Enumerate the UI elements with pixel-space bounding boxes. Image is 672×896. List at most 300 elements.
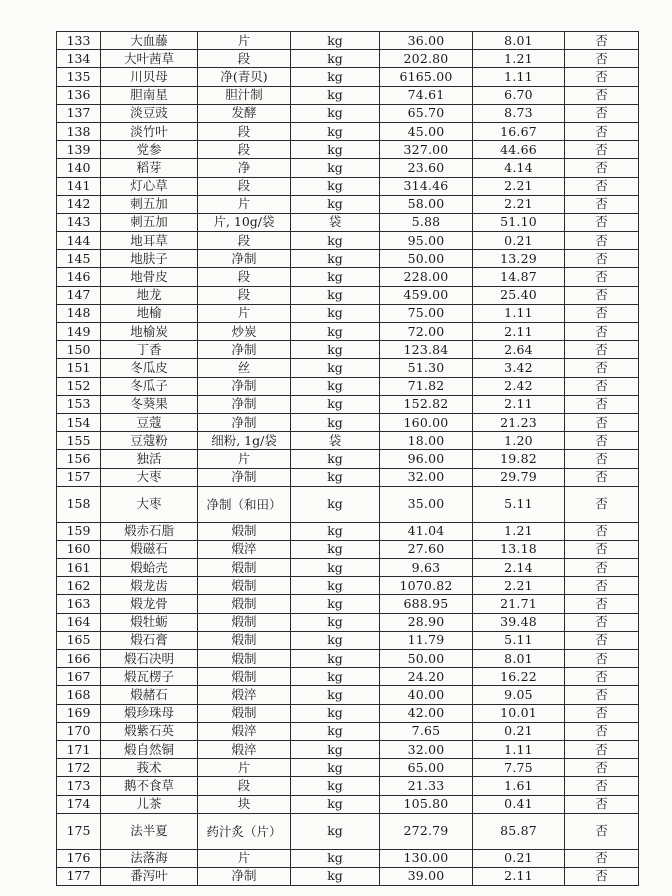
cell-spec: 净制 <box>198 468 291 486</box>
cell-qty: 202.80 <box>380 50 473 68</box>
cell-price: 0.41 <box>473 795 565 813</box>
cell-flag: 否 <box>565 686 639 704</box>
cell-flag: 否 <box>565 323 639 341</box>
cell-name: 法半夏 <box>101 813 198 849</box>
table-row <box>57 195 639 213</box>
cell-qty: 6165.00 <box>380 68 473 86</box>
cell-qty: 152.82 <box>380 395 473 413</box>
cell-unit: kg <box>291 50 380 68</box>
cell-price: 13.29 <box>473 250 565 268</box>
cell-spec: 煅制 <box>198 631 291 649</box>
cell-flag: 否 <box>565 867 639 885</box>
cell-price: 29.79 <box>473 468 565 486</box>
cell-price: 1.11 <box>473 68 565 86</box>
cell-index: 173 <box>57 777 101 795</box>
cell-spec: 净(青贝) <box>198 68 291 86</box>
cell-name: 煅瓦楞子 <box>101 668 198 686</box>
cell-qty: 74.61 <box>380 86 473 104</box>
cell-unit: kg <box>291 395 380 413</box>
cell-flag: 否 <box>565 432 639 450</box>
cell-qty: 71.82 <box>380 377 473 395</box>
cell-spec: 胆汁制 <box>198 86 291 104</box>
cell-price: 7.75 <box>473 759 565 777</box>
cell-spec: 片 <box>198 759 291 777</box>
cell-unit: kg <box>291 704 380 722</box>
cell-price: 3.42 <box>473 359 565 377</box>
cell-price: 21.23 <box>473 413 565 431</box>
cell-spec: 片 <box>198 849 291 867</box>
cell-unit: kg <box>291 540 380 558</box>
table-row <box>57 177 639 195</box>
cell-name: 地骨皮 <box>101 268 198 286</box>
table-row <box>57 631 639 649</box>
cell-qty: 11.79 <box>380 631 473 649</box>
cell-unit: kg <box>291 468 380 486</box>
cell-qty: 32.00 <box>380 468 473 486</box>
table-row <box>57 613 639 631</box>
cell-index: 160 <box>57 540 101 558</box>
cell-name: 煅石膏 <box>101 631 198 649</box>
cell-price: 8.73 <box>473 104 565 122</box>
cell-spec: 段 <box>198 122 291 140</box>
cell-name: 煅珍珠母 <box>101 704 198 722</box>
cell-price: 9.05 <box>473 686 565 704</box>
table-row <box>57 122 639 140</box>
table-row <box>57 413 639 431</box>
cell-unit: kg <box>291 595 380 613</box>
cell-name: 煅赭石 <box>101 686 198 704</box>
cell-unit: kg <box>291 286 380 304</box>
cell-qty: 27.60 <box>380 540 473 558</box>
cell-unit: kg <box>291 86 380 104</box>
cell-price: 1.21 <box>473 50 565 68</box>
cell-flag: 否 <box>565 740 639 758</box>
table-row <box>57 377 639 395</box>
cell-qty: 1070.82 <box>380 577 473 595</box>
cell-unit: kg <box>291 795 380 813</box>
cell-name: 独活 <box>101 450 198 468</box>
cell-name: 地肤子 <box>101 250 198 268</box>
cell-unit: kg <box>291 68 380 86</box>
cell-unit: kg <box>291 849 380 867</box>
cell-spec: 片 <box>198 450 291 468</box>
cell-price: 1.21 <box>473 522 565 540</box>
table-row <box>57 650 639 668</box>
table-row <box>57 341 639 359</box>
cell-unit: kg <box>291 777 380 795</box>
cell-flag: 否 <box>565 213 639 231</box>
cell-flag: 否 <box>565 795 639 813</box>
cell-index: 170 <box>57 722 101 740</box>
cell-price: 4.14 <box>473 159 565 177</box>
cell-flag: 否 <box>565 613 639 631</box>
table-row <box>57 668 639 686</box>
cell-index: 168 <box>57 686 101 704</box>
cell-index: 172 <box>57 759 101 777</box>
table-row <box>57 540 639 558</box>
cell-flag: 否 <box>565 395 639 413</box>
cell-name: 淡竹叶 <box>101 122 198 140</box>
cell-price: 2.11 <box>473 323 565 341</box>
cell-name: 鹅不食草 <box>101 777 198 795</box>
cell-name: 丁香 <box>101 341 198 359</box>
cell-unit: kg <box>291 559 380 577</box>
cell-flag: 否 <box>565 104 639 122</box>
cell-name: 灯心草 <box>101 177 198 195</box>
cell-name: 番泻叶 <box>101 867 198 885</box>
cell-spec: 煅制 <box>198 668 291 686</box>
cell-name: 大枣 <box>101 468 198 486</box>
cell-flag: 否 <box>565 413 639 431</box>
cell-unit: kg <box>291 686 380 704</box>
cell-spec: 净制 <box>198 867 291 885</box>
table-row <box>57 795 639 813</box>
cell-spec: 段 <box>198 50 291 68</box>
cell-name: 法落海 <box>101 849 198 867</box>
cell-price: 5.11 <box>473 486 565 522</box>
cell-unit: kg <box>291 650 380 668</box>
cell-qty: 160.00 <box>380 413 473 431</box>
cell-qty: 105.80 <box>380 795 473 813</box>
table-row <box>57 213 639 231</box>
cell-price: 2.11 <box>473 395 565 413</box>
cell-flag: 否 <box>565 722 639 740</box>
cell-qty: 35.00 <box>380 486 473 522</box>
cell-unit: kg <box>291 722 380 740</box>
cell-spec: 段 <box>198 232 291 250</box>
cell-spec: 净制 <box>198 250 291 268</box>
cell-flag: 否 <box>565 377 639 395</box>
cell-flag: 否 <box>565 486 639 522</box>
cell-index: 151 <box>57 359 101 377</box>
cell-flag: 否 <box>565 468 639 486</box>
cell-price: 2.42 <box>473 377 565 395</box>
cell-qty: 32.00 <box>380 740 473 758</box>
table-row <box>57 286 639 304</box>
cell-qty: 24.20 <box>380 668 473 686</box>
cell-unit: 袋 <box>291 213 380 231</box>
cell-index: 141 <box>57 177 101 195</box>
cell-flag: 否 <box>565 450 639 468</box>
table-row <box>57 432 639 450</box>
document-page <box>56 31 638 886</box>
cell-index: 148 <box>57 304 101 322</box>
cell-name: 煅紫石英 <box>101 722 198 740</box>
cell-name: 刺五加 <box>101 195 198 213</box>
cell-spec: 净制 <box>198 341 291 359</box>
table-row <box>57 777 639 795</box>
cell-flag: 否 <box>565 32 639 50</box>
cell-name: 地榆炭 <box>101 323 198 341</box>
cell-spec: 净 <box>198 159 291 177</box>
cell-index: 176 <box>57 849 101 867</box>
cell-qty: 7.65 <box>380 722 473 740</box>
cell-qty: 688.95 <box>380 595 473 613</box>
cell-name: 大血藤 <box>101 32 198 50</box>
table-row <box>57 486 639 522</box>
cell-name: 豆蔻粉 <box>101 432 198 450</box>
cell-spec: 片 <box>198 304 291 322</box>
cell-flag: 否 <box>565 232 639 250</box>
cell-name: 刺五加 <box>101 213 198 231</box>
cell-name: 淡豆豉 <box>101 104 198 122</box>
cell-index: 166 <box>57 650 101 668</box>
cell-qty: 459.00 <box>380 286 473 304</box>
table-row <box>57 159 639 177</box>
cell-qty: 36.00 <box>380 32 473 50</box>
cell-index: 133 <box>57 32 101 50</box>
cell-qty: 327.00 <box>380 141 473 159</box>
table-row <box>57 250 639 268</box>
cell-price: 2.21 <box>473 577 565 595</box>
cell-price: 39.48 <box>473 613 565 631</box>
cell-spec: 片 <box>198 195 291 213</box>
table-row <box>57 522 639 540</box>
cell-index: 137 <box>57 104 101 122</box>
table-row <box>57 86 639 104</box>
cell-price: 25.40 <box>473 286 565 304</box>
cell-index: 144 <box>57 232 101 250</box>
cell-name: 煅磁石 <box>101 540 198 558</box>
cell-unit: kg <box>291 122 380 140</box>
cell-unit: kg <box>291 668 380 686</box>
cell-qty: 65.70 <box>380 104 473 122</box>
cell-index: 155 <box>57 432 101 450</box>
cell-unit: kg <box>291 450 380 468</box>
cell-qty: 96.00 <box>380 450 473 468</box>
cell-spec: 块 <box>198 795 291 813</box>
cell-price: 1.61 <box>473 777 565 795</box>
table-row <box>57 559 639 577</box>
cell-flag: 否 <box>565 159 639 177</box>
cell-unit: kg <box>291 141 380 159</box>
cell-flag: 否 <box>565 849 639 867</box>
table-row <box>57 740 639 758</box>
cell-price: 10.01 <box>473 704 565 722</box>
cell-index: 162 <box>57 577 101 595</box>
cell-qty: 72.00 <box>380 323 473 341</box>
cell-unit: kg <box>291 323 380 341</box>
cell-unit: kg <box>291 195 380 213</box>
cell-unit: kg <box>291 304 380 322</box>
cell-spec: 丝 <box>198 359 291 377</box>
cell-index: 147 <box>57 286 101 304</box>
table-row <box>57 468 639 486</box>
cell-unit: kg <box>291 759 380 777</box>
cell-index: 153 <box>57 395 101 413</box>
cell-unit: kg <box>291 377 380 395</box>
cell-spec: 煅制 <box>198 595 291 613</box>
cell-qty: 51.30 <box>380 359 473 377</box>
cell-flag: 否 <box>565 777 639 795</box>
cell-price: 0.21 <box>473 849 565 867</box>
cell-flag: 否 <box>565 759 639 777</box>
table-row <box>57 450 639 468</box>
table-row <box>57 704 639 722</box>
cell-price: 16.67 <box>473 122 565 140</box>
cell-index: 171 <box>57 740 101 758</box>
herb-price-table <box>56 31 639 886</box>
cell-flag: 否 <box>565 250 639 268</box>
cell-index: 174 <box>57 795 101 813</box>
cell-flag: 否 <box>565 122 639 140</box>
cell-unit: kg <box>291 631 380 649</box>
cell-qty: 5.88 <box>380 213 473 231</box>
cell-name: 莪术 <box>101 759 198 777</box>
cell-unit: kg <box>291 813 380 849</box>
table-row <box>57 304 639 322</box>
cell-index: 156 <box>57 450 101 468</box>
table-row <box>57 595 639 613</box>
cell-index: 169 <box>57 704 101 722</box>
cell-spec: 段 <box>198 141 291 159</box>
cell-unit: kg <box>291 522 380 540</box>
cell-flag: 否 <box>565 286 639 304</box>
cell-spec: 细粉, 1g/袋 <box>198 432 291 450</box>
cell-qty: 45.00 <box>380 122 473 140</box>
cell-unit: kg <box>291 413 380 431</box>
cell-qty: 39.00 <box>380 867 473 885</box>
cell-index: 164 <box>57 613 101 631</box>
cell-qty: 41.04 <box>380 522 473 540</box>
cell-price: 1.11 <box>473 740 565 758</box>
cell-qty: 228.00 <box>380 268 473 286</box>
cell-price: 8.01 <box>473 650 565 668</box>
cell-spec: 段 <box>198 177 291 195</box>
table-row <box>57 268 639 286</box>
cell-flag: 否 <box>565 631 639 649</box>
cell-price: 2.21 <box>473 195 565 213</box>
cell-spec: 段 <box>198 777 291 795</box>
cell-qty: 23.60 <box>380 159 473 177</box>
cell-price: 16.22 <box>473 668 565 686</box>
cell-index: 159 <box>57 522 101 540</box>
cell-price: 1.11 <box>473 304 565 322</box>
cell-spec: 煅制 <box>198 522 291 540</box>
cell-flag: 否 <box>565 86 639 104</box>
cell-name: 儿茶 <box>101 795 198 813</box>
cell-flag: 否 <box>565 141 639 159</box>
cell-qty: 75.00 <box>380 304 473 322</box>
table-row <box>57 232 639 250</box>
cell-name: 川贝母 <box>101 68 198 86</box>
cell-qty: 50.00 <box>380 650 473 668</box>
cell-unit: kg <box>291 268 380 286</box>
table-row <box>57 395 639 413</box>
table-row <box>57 50 639 68</box>
cell-index: 167 <box>57 668 101 686</box>
cell-flag: 否 <box>565 704 639 722</box>
cell-flag: 否 <box>565 595 639 613</box>
cell-qty: 50.00 <box>380 250 473 268</box>
cell-price: 2.21 <box>473 177 565 195</box>
cell-price: 44.66 <box>473 141 565 159</box>
cell-spec: 煅制 <box>198 704 291 722</box>
cell-qty: 95.00 <box>380 232 473 250</box>
cell-qty: 21.33 <box>380 777 473 795</box>
cell-price: 2.14 <box>473 559 565 577</box>
cell-name: 煅龙骨 <box>101 595 198 613</box>
cell-spec: 煅淬 <box>198 540 291 558</box>
cell-flag: 否 <box>565 359 639 377</box>
cell-index: 165 <box>57 631 101 649</box>
cell-price: 5.11 <box>473 631 565 649</box>
cell-name: 胆南星 <box>101 86 198 104</box>
table-row <box>57 849 639 867</box>
cell-index: 150 <box>57 341 101 359</box>
cell-index: 145 <box>57 250 101 268</box>
cell-qty: 18.00 <box>380 432 473 450</box>
cell-unit: kg <box>291 104 380 122</box>
cell-flag: 否 <box>565 813 639 849</box>
cell-name: 煅石决明 <box>101 650 198 668</box>
cell-qty: 272.79 <box>380 813 473 849</box>
cell-name: 煅牡蛎 <box>101 613 198 631</box>
cell-flag: 否 <box>565 268 639 286</box>
cell-spec: 煅淬 <box>198 740 291 758</box>
cell-flag: 否 <box>565 522 639 540</box>
cell-flag: 否 <box>565 577 639 595</box>
cell-index: 146 <box>57 268 101 286</box>
cell-name: 地耳草 <box>101 232 198 250</box>
cell-name: 冬葵果 <box>101 395 198 413</box>
table-row <box>57 359 639 377</box>
cell-index: 157 <box>57 468 101 486</box>
cell-index: 177 <box>57 867 101 885</box>
cell-name: 冬瓜子 <box>101 377 198 395</box>
cell-qty: 65.00 <box>380 759 473 777</box>
cell-name: 大枣 <box>101 486 198 522</box>
cell-spec: 段 <box>198 286 291 304</box>
cell-spec: 炒炭 <box>198 323 291 341</box>
table-row <box>57 686 639 704</box>
cell-qty: 130.00 <box>380 849 473 867</box>
cell-name: 煅蛤壳 <box>101 559 198 577</box>
cell-price: 21.71 <box>473 595 565 613</box>
cell-spec: 段 <box>198 268 291 286</box>
cell-spec: 片 <box>198 32 291 50</box>
cell-price: 0.21 <box>473 232 565 250</box>
cell-spec: 煅淬 <box>198 722 291 740</box>
cell-spec: 净制（和田） <box>198 486 291 522</box>
cell-index: 136 <box>57 86 101 104</box>
cell-spec: 药汁炙（片） <box>198 813 291 849</box>
cell-qty: 58.00 <box>380 195 473 213</box>
table-row <box>57 323 639 341</box>
cell-spec: 煅制 <box>198 650 291 668</box>
cell-name: 大叶茜草 <box>101 50 198 68</box>
cell-unit: kg <box>291 232 380 250</box>
cell-unit: kg <box>291 613 380 631</box>
cell-spec: 煅制 <box>198 559 291 577</box>
cell-name: 煅自然铜 <box>101 740 198 758</box>
cell-qty: 40.00 <box>380 686 473 704</box>
cell-unit: kg <box>291 177 380 195</box>
cell-spec: 片, 10g/袋 <box>198 213 291 231</box>
cell-price: 51.10 <box>473 213 565 231</box>
cell-spec: 煅淬 <box>198 686 291 704</box>
cell-unit: kg <box>291 359 380 377</box>
cell-name: 煅龙齿 <box>101 577 198 595</box>
cell-unit: kg <box>291 486 380 522</box>
cell-unit: kg <box>291 341 380 359</box>
cell-name: 稻芽 <box>101 159 198 177</box>
cell-qty: 28.90 <box>380 613 473 631</box>
cell-flag: 否 <box>565 50 639 68</box>
cell-index: 138 <box>57 122 101 140</box>
cell-unit: 袋 <box>291 432 380 450</box>
cell-index: 161 <box>57 559 101 577</box>
